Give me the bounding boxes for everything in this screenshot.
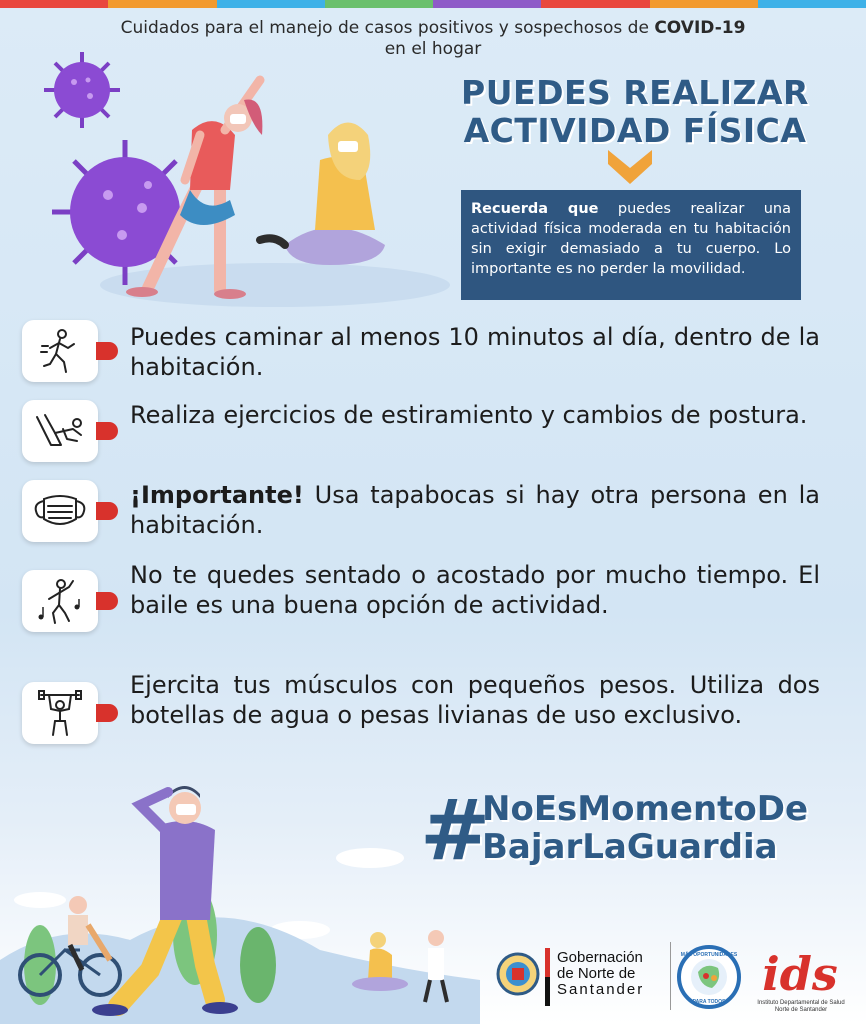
- item-accent-tab: [96, 592, 118, 610]
- stripe-segment: [541, 0, 649, 8]
- stripe-segment: [758, 0, 866, 8]
- list-item: [22, 670, 842, 766]
- item-text: [130, 480, 820, 540]
- sitting-woman-figure: [260, 123, 385, 266]
- ids-logo: [752, 940, 848, 1000]
- virus-small-icon: [44, 52, 120, 128]
- face-mask-icon: [32, 493, 88, 529]
- color-stripe: [0, 0, 866, 8]
- item-accent-tab: [96, 704, 118, 722]
- exercise-illustration: [30, 40, 450, 310]
- weightlifting-icon: [37, 689, 83, 737]
- gobernacion-line2: de Norte de: [557, 965, 636, 982]
- item-text-body: Realiza ejercicios de estiramiento y cambios de postura.: [130, 401, 808, 429]
- item-text: [130, 560, 820, 620]
- stripe-segment: [433, 0, 541, 8]
- stripe-segment: [217, 0, 325, 8]
- department-seal-logo: [496, 944, 540, 1004]
- ids-line1: Instituto Departamental de Salud: [757, 1000, 845, 1006]
- item-text-body: Usa tapabocas si hay otra persona en la habitación.: [130, 481, 820, 539]
- ids-mark-text: ids: [762, 947, 838, 1000]
- main-title-line2: ACTIVIDAD FÍSICA: [463, 111, 807, 150]
- walking-icon: [40, 328, 80, 374]
- gobernacion-line3: Santander: [557, 981, 645, 998]
- list-item: [22, 398, 842, 468]
- item-accent-tab: [96, 502, 118, 520]
- face-mask-icon-card: [22, 480, 98, 542]
- list-item: [22, 318, 842, 388]
- header-line1-bold: COVID-19: [654, 18, 746, 38]
- callout-bold: Recuerda que: [471, 201, 599, 217]
- callout-text: puedes realizar una actividad física moderada en tu habitación sin exigir demasiado a tu cuerpo. Lo importante es no perder la movilidad.: [471, 201, 791, 277]
- virus-large-icon: [52, 140, 198, 285]
- item-accent-tab: [96, 342, 118, 360]
- stripe-segment: [325, 0, 433, 8]
- hashtag-line1: NoEsMomentoDe: [482, 789, 809, 829]
- dancing-icon: [35, 577, 85, 625]
- hashtag-line2: BajarLaGuardia: [482, 827, 778, 867]
- logo-divider: [670, 942, 671, 1010]
- stripe-segment: [108, 0, 216, 8]
- item-text-body: Puedes caminar al menos 10 minutos al día, dentro de la habitación.: [130, 323, 820, 381]
- reminder-callout: [461, 190, 801, 300]
- weightlifting-icon-card: [22, 682, 98, 744]
- badge-top-text: MÁS OPORTUNIDADES: [680, 952, 738, 958]
- list-item: [22, 478, 842, 548]
- item-text: [130, 400, 820, 430]
- stretching-icon: [33, 411, 87, 451]
- item-text-bold: ¡Importante!: [130, 481, 304, 509]
- oportunidades-badge-logo: [676, 944, 742, 1010]
- chevron-down-icon: [608, 150, 652, 184]
- ids-caption: [756, 1000, 846, 1014]
- item-text: [130, 670, 820, 730]
- stripe-segment: [650, 0, 758, 8]
- item-text-body: No te quedes sentado o acostado por mucho tiempo. El baile es una buena opción de actividad.: [130, 561, 820, 619]
- item-accent-tab: [96, 422, 118, 440]
- list-item: [22, 560, 842, 656]
- header-line1-prefix: Cuidados para el manejo de casos positivos y sospechosos de: [120, 18, 655, 38]
- item-text-body: Ejercita tus músculos con pequeños pesos. Utiliza dos botellas de agua o pesas livianas de uso exclusivo.: [130, 671, 820, 729]
- item-text: [130, 322, 820, 382]
- bottom-illustration: [0, 770, 480, 1024]
- dancing-icon-card: [22, 570, 98, 632]
- badge-bottom-text: PARA TODOS: [692, 999, 726, 1005]
- stretching-icon-card: [22, 400, 98, 462]
- ids-line2: Norte de Santander: [774, 1007, 828, 1013]
- main-title: [440, 74, 830, 150]
- header-line2: en el hogar: [384, 39, 482, 59]
- walking-icon-card: [22, 320, 98, 382]
- tree-icon: [240, 927, 276, 1003]
- flag-bar: [545, 948, 550, 1006]
- gobernacion-line1: Gobernación: [557, 949, 643, 966]
- stripe-segment: [0, 0, 108, 8]
- gobernacion-logo-text: [557, 950, 644, 998]
- main-title-line1: PUEDES REALIZAR: [461, 73, 809, 112]
- hashtag-symbol: #: [420, 781, 491, 879]
